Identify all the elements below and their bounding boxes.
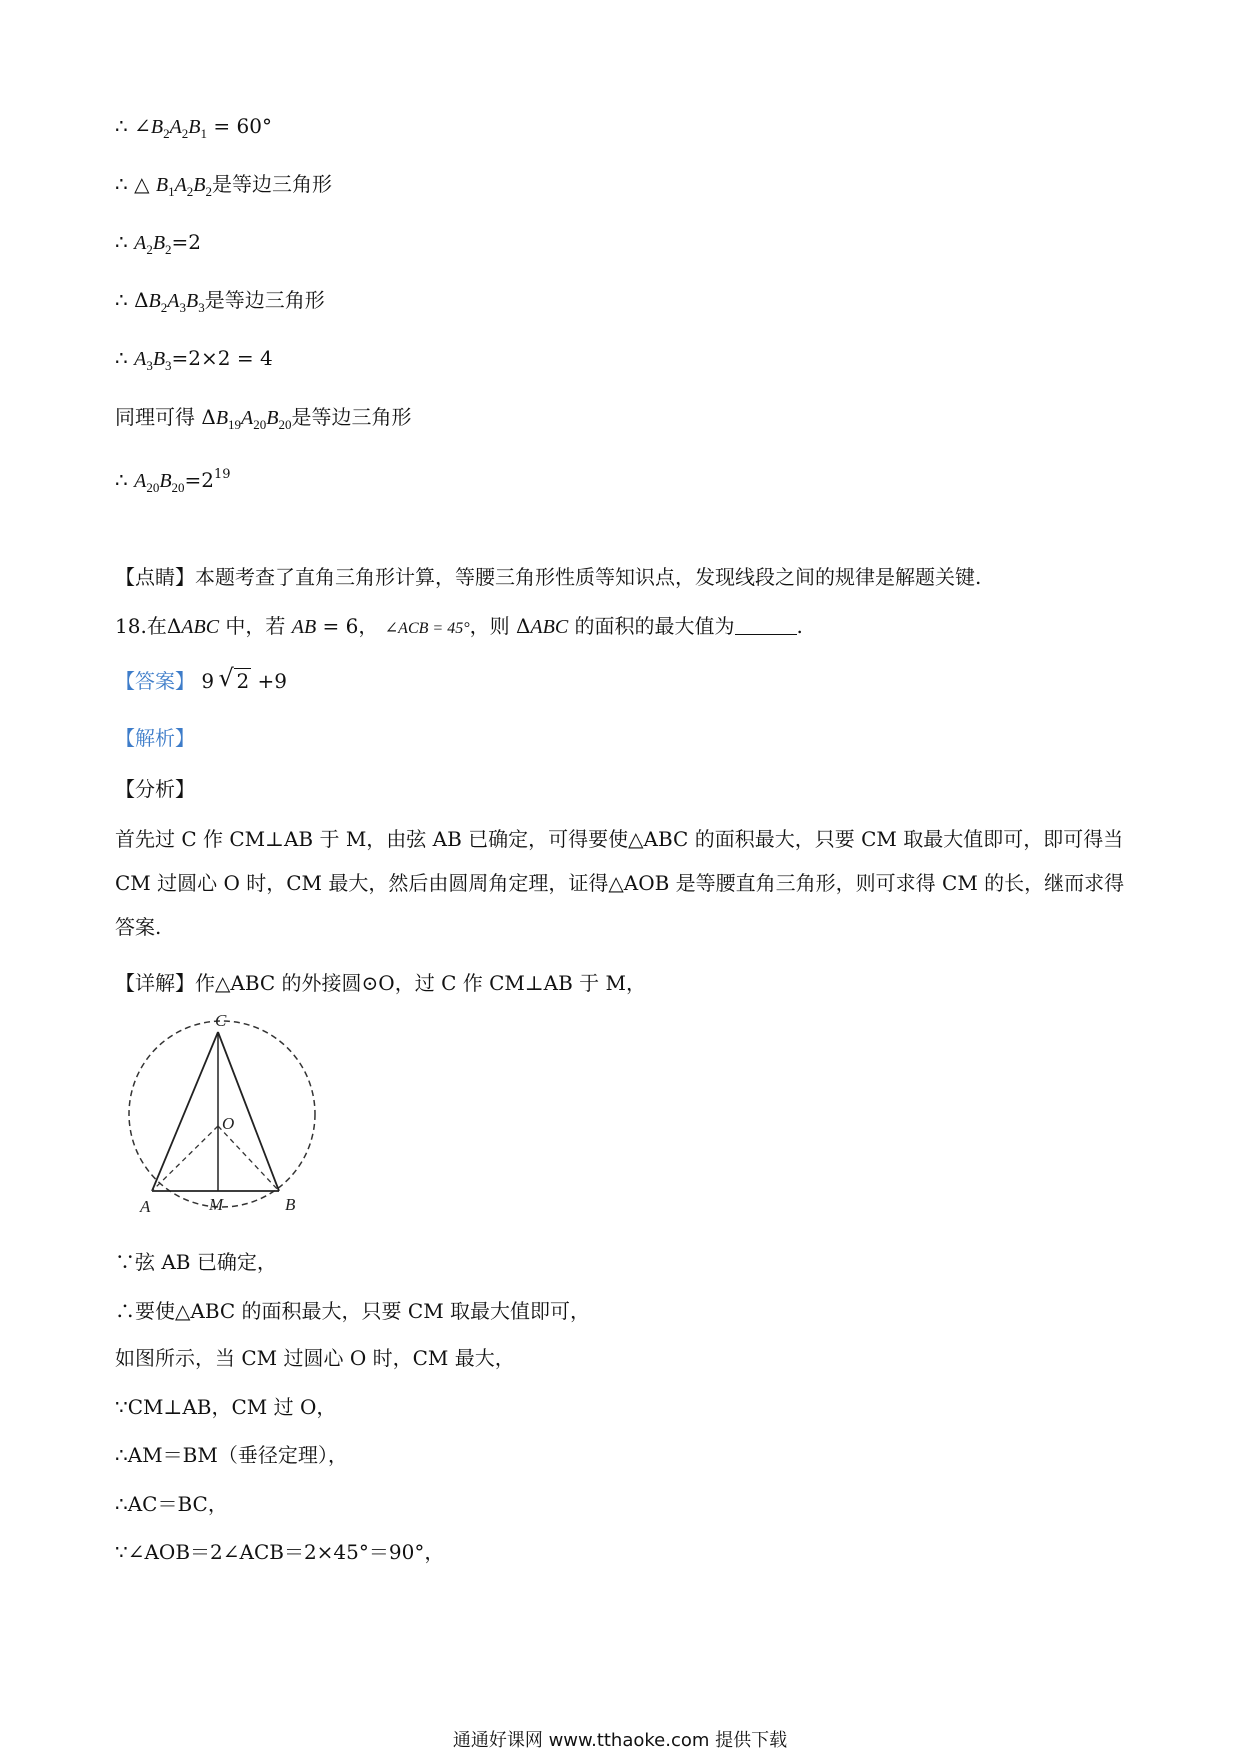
triangle-symbol: Δ [515,614,531,638]
detail-line: 【详解】作△ABC 的外接圆⊙O，过 C 作 CM⊥AB 于 M， [115,971,647,995]
proof-line-6 [115,403,411,439]
therefore-symbol: ∴ [115,114,128,138]
label-c: C [215,1011,227,1030]
angle-condition: ∠ACB = 45° [384,620,470,637]
answer-blank [735,616,797,635]
triangle-name: $B_1A_2B_2$ [155,174,212,199]
question-text: 的面积的最大值为 [574,614,735,638]
therefore-symbol: ∴ [115,468,128,492]
page-footer: 通通好课网 www.tthaoke.com 提供下载 [452,1730,788,1751]
angle-expr: $\angle B_2A_2B_1$ [134,116,208,141]
question-end: . [796,614,803,638]
triangle-symbol: △ [134,172,150,196]
proof-line-5 [115,344,273,380]
fenxi-label: 【分析】 [115,777,195,801]
equation-value: =2 [184,468,215,492]
angle-symbol: ∠ [134,116,151,138]
triangle-name: ABC [530,616,569,638]
question-text: 在 [146,614,167,638]
fenxi-paragraph: 首先过 C 作 CM⊥AB 于 M，由弦 AB 已确定，可得要使△ABC 的面积最大，只要 CM 取最大值即可，即可得当 CM 过圆心 O 时，CM 最大，然后由圆周角定理，证得△AOB 是等腰直角三角形，则可求得 CM 的长，继而求得答案. [115,827,1125,939]
triangle-symbol: Δ [166,614,182,638]
proof-line-3 [115,228,201,264]
step-line: ∴AC＝BC， [115,1492,228,1516]
triangle-name: $B_2A_3B_3$ [148,290,205,315]
therefore-symbol: ∴ [115,288,128,312]
sqrt-icon [220,667,251,695]
prefix-text: 同理可得 [115,405,202,429]
equation-value: =2×2 = 4 [171,346,273,370]
label-b: B [285,1195,296,1214]
analysis-label: 【解析】 [115,726,195,750]
answer-line [115,667,287,695]
side-ca [152,1032,218,1191]
answer-tail: +9 [251,669,288,693]
segment-name: $A_2B_2$ [134,232,172,257]
triangle-symbol: Δ [201,405,216,429]
statement-text: 是等边三角形 [291,405,412,429]
proof-line-2 [115,170,332,206]
step-line: ∴要使△ABC 的面积最大，只要 CM 取最大值即可， [115,1299,591,1323]
proof-line-4 [115,286,325,322]
question-number: 18. [115,614,147,638]
equation-value: = 60° [207,114,272,138]
answer-coefficient: 9 [201,669,215,693]
answer-label: 【答案】 [115,669,195,693]
label-a: A [140,1197,151,1216]
therefore-symbol: ∴ [115,346,128,370]
step-line: ∵∠AOB＝2∠ACB＝2×45°＝90°， [115,1540,445,1564]
segment-name: $A_3B_3$ [134,348,172,373]
label-m: M [209,1195,224,1214]
step-line: ∵CM⊥AB，CM 过 O， [115,1395,337,1419]
question-text: 中，若 [225,614,286,638]
circle-triangle-figure [115,1010,335,1220]
equation-value: = 6 [316,614,359,638]
triangle-symbol: Δ [134,288,149,312]
segment-oa [152,1126,218,1191]
answer-radicand: 2 [236,669,250,693]
triangle-name: $B_{19}A_{20}B_{20}$ [215,407,292,432]
question-18 [115,612,803,643]
side-cb [218,1032,279,1191]
proof-line-7 [115,461,231,502]
step-line: 如图所示，当 CM 过圆心 O 时，CM 最大， [115,1346,515,1370]
segment-name: $A_{20}B_{20}$ [134,470,185,495]
question-text: ，则 [469,614,510,638]
step-line: ∵弦 AB 已确定， [115,1250,277,1274]
equation-value: =2 [171,230,202,254]
therefore-symbol: ∴ [115,172,128,196]
proof-line-1 [115,112,272,148]
segment-ob [218,1126,279,1191]
triangle-name: ABC [181,616,220,638]
statement-text: 是等边三角形 [212,172,332,196]
separator: ， [358,614,379,638]
statement-text: 是等边三角形 [204,288,325,312]
step-line: ∴AM＝BM（垂径定理）， [115,1443,348,1467]
exponent: 19 [214,467,231,482]
segment-name: AB [291,616,317,638]
therefore-symbol: ∴ [115,230,128,254]
comment-line: 【点睛】本题考查了直角三角形计算，等腰三角形性质等知识点，发现线段之间的规律是解题关键. [115,565,982,589]
label-o: O [222,1114,235,1133]
